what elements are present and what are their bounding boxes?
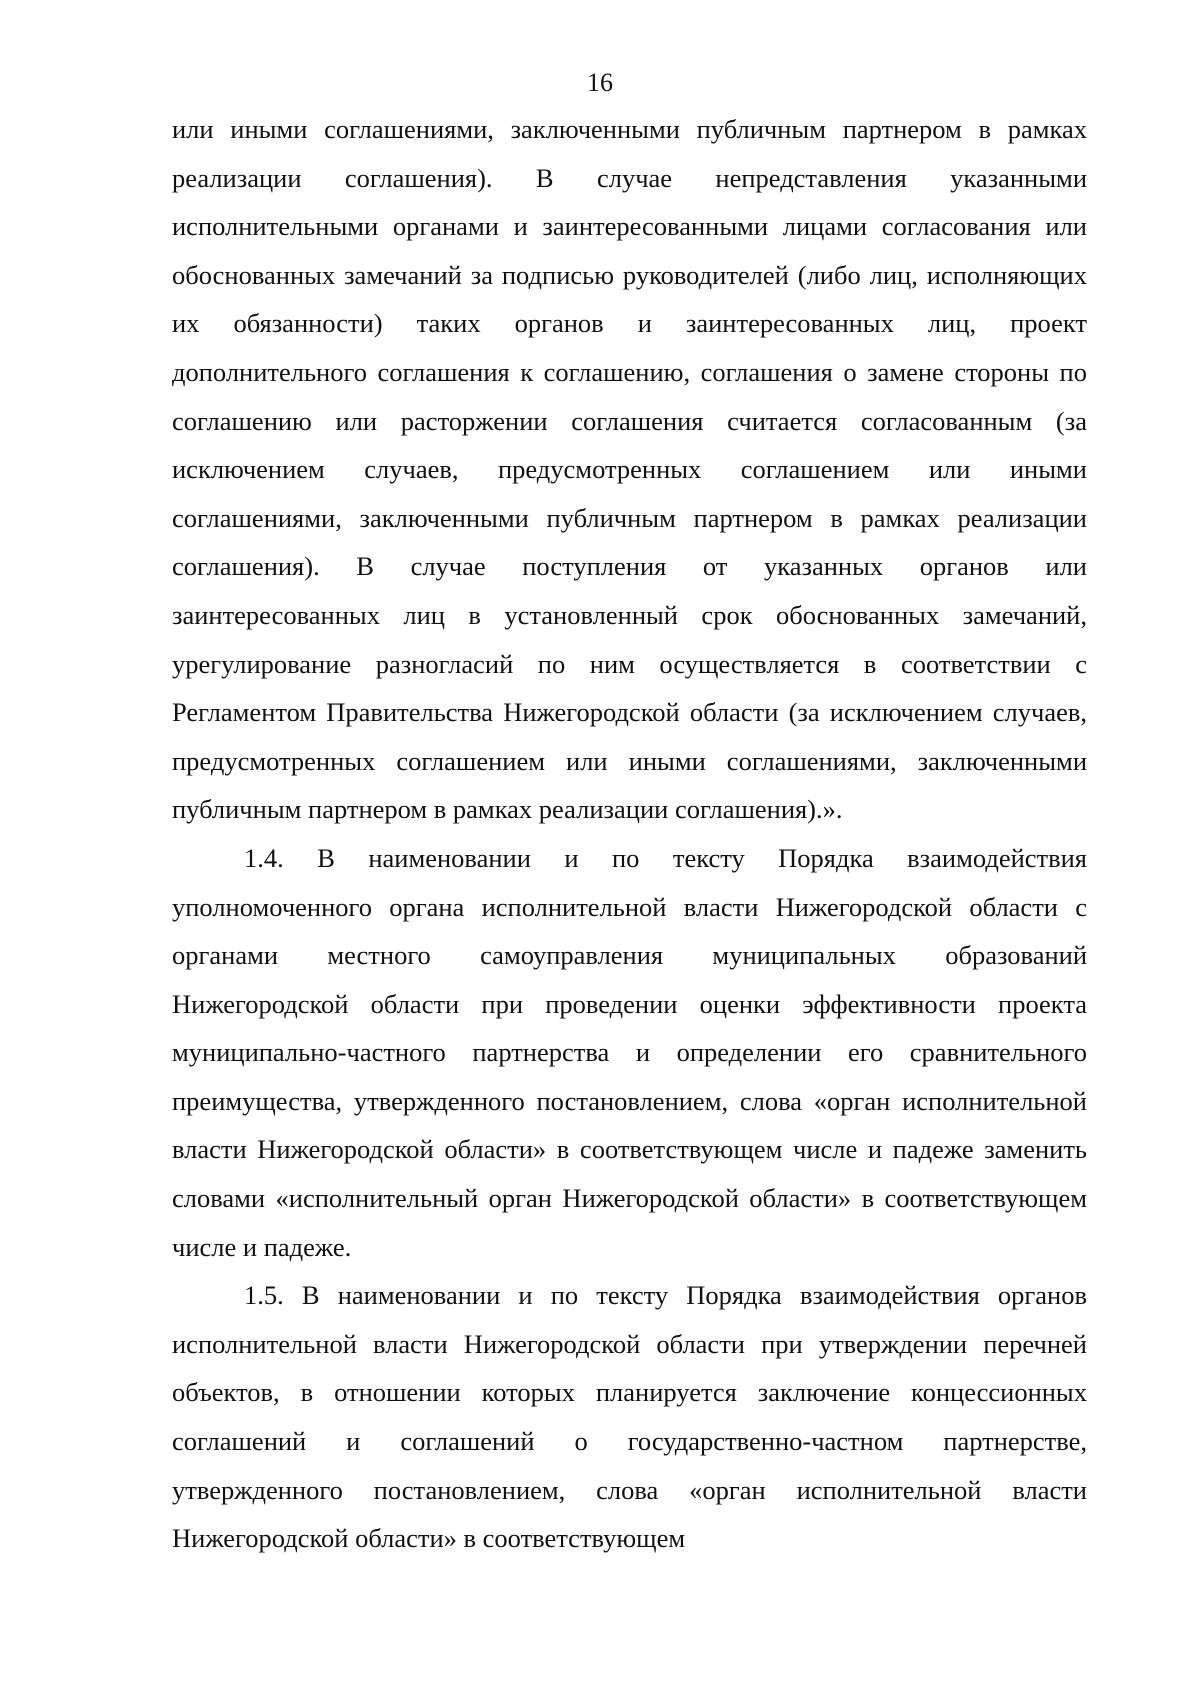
document-body bbox=[172, 105, 1087, 1563]
paragraph-item-1-5: 1.5. В наименовании и по тексту Порядка взаимодействия органов исполнительной власти Нижегородской области при утверждении перечней объектов, в отношении которых планируется заключение концессионных соглашений и соглашений о государственно-частном партнерстве, утвержденного постановлением, слова «орган исполнительной власти Нижегородской области» в соответствующем bbox=[172, 1280, 1087, 1554]
paragraph-continuation: или иными соглашениями, заключенными публичным партнером в рамках реализации соглашения). В случае непредставления указанными исполнительными органами и заинтересованными лицами согласования или обоснованных замечаний за подписью руководителей (либо лиц, исполняющих их обязанности) таких органов и заинтересованных лиц, проект дополнительного соглашения к соглашению, соглашения о замене стороны по соглашению или расторжении соглашения считается согласованным (за исключением случаев, предусмотренных соглашением или иными соглашениями, заключенными публичным партнером в рамках реализации соглашения). В случае поступления от указанных органов или заинтересованных лиц в установленный срок обоснованных замечаний, урегулирование разногласий по ним осуществляется в соответствии с Регламентом Правительства Нижегородской области (за исключением случаев, предусмотренных соглашением или иными соглашениями, заключенными публичным партнером в рамках реализации соглашения).». bbox=[172, 114, 1087, 825]
page-number: 16 bbox=[587, 68, 613, 97]
paragraph-item-1-4: 1.4. В наименовании и по тексту Порядка взаимодействия уполномоченного органа исполнительной власти Нижегородской области с органами местного самоуправления муниципальных образований Нижегородской области при проведении оценки эффективности проекта муниципально-частного партнерства и определении его сравнительного преимущества, утвержденного постановлением, слова «орган исполнительной власти Нижегородской области» в соответствующем числе и падеже заменить словами «исполнительный орган Нижегородской области» в соответствующем числе и падеже. bbox=[172, 842, 1087, 1262]
